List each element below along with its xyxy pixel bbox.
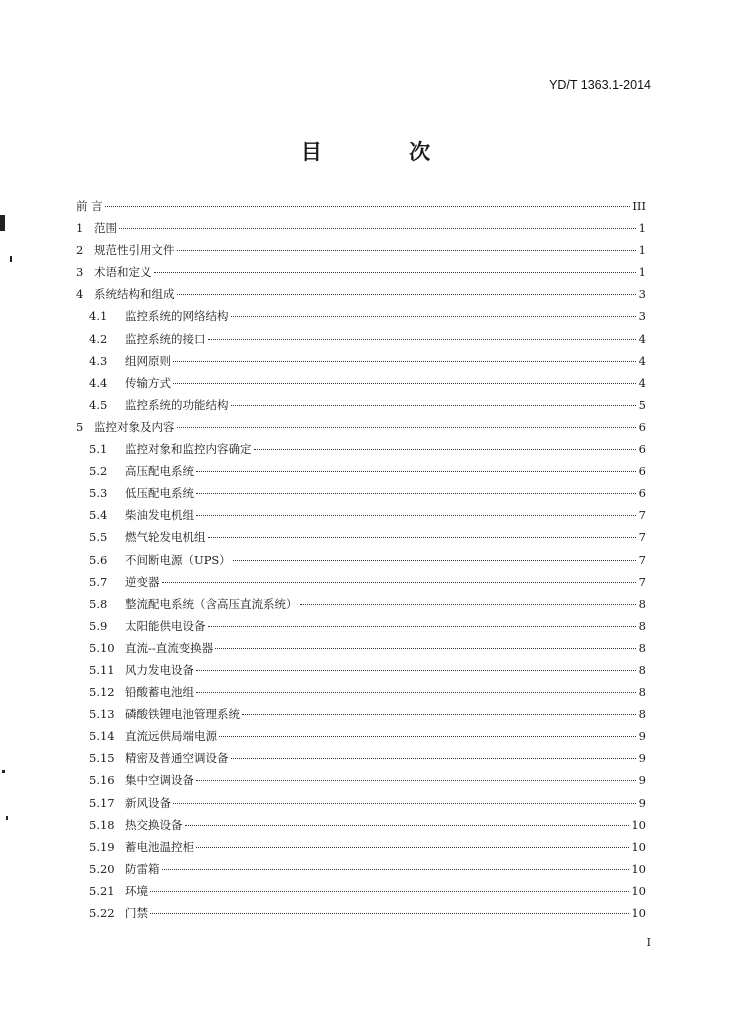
toc-entry-label: 燃气轮发电机组 [125,530,206,545]
toc-entry-label: 环境 [125,883,148,898]
toc-entry-number: 1 [76,221,84,236]
toc-entry [76,375,646,397]
toc-leader-dots [150,913,629,914]
toc-leader-dots [196,670,636,671]
toc-entry-label: 新风设备 [125,795,171,810]
toc-entry-label: 铅酸蓄电池组 [125,685,194,700]
toc-leader-dots [242,714,636,715]
toc-entry-label: 传输方式 [125,375,171,390]
toc-entry [76,861,646,883]
toc-leader-dots [208,339,637,340]
toc-entry [76,618,646,640]
toc-entry-number: 5.10 [89,640,115,655]
toc-entry-number: 5.20 [89,861,115,876]
toc-leader-dots [231,316,637,317]
toc-leader-dots [196,493,636,494]
toc-entry-label: 规范性引用文件 [94,243,175,258]
toc-entry-page: 4 [638,375,646,390]
toc-entry-number: 5.2 [89,464,108,479]
toc-entry [76,463,646,485]
toc-leader-dots [177,250,637,251]
toc-entry-number: 5.3 [89,486,108,501]
toc-entry [76,529,646,551]
toc-entry-label: 不间断电源（UPS） [125,552,231,567]
toc-leader-dots [233,560,636,561]
toc-entry-label: 监控系统的功能结构 [125,397,229,412]
toc-entry-number: 5.14 [89,729,115,744]
toc-leader-dots [173,361,636,362]
toc-entry-page: 1 [638,221,646,236]
toc-entry-label: 监控系统的网络结构 [125,309,229,324]
toc-entry-page: 3 [638,287,646,302]
toc-leader-dots [254,449,637,450]
toc-entry [76,331,646,353]
toc-leader-dots [208,626,637,627]
toc-leader-dots [105,206,631,207]
toc-leader-dots [196,515,636,516]
toc-leader-dots [208,537,637,538]
toc-entry-label: 术语和定义 [94,265,152,280]
toc-entry-number: 5.21 [89,883,115,898]
toc-leader-dots [300,604,637,605]
toc-leader-dots [173,803,636,804]
toc-entry-page: 5 [638,397,646,412]
toc-entry-page: 9 [638,729,646,744]
toc-entry-page: 8 [638,640,646,655]
toc-entry-number: 4.3 [89,353,108,368]
toc-entry-label: 风力发电设备 [125,662,194,677]
toc-entry-page: 10 [631,817,646,832]
toc-entry-page: 6 [638,486,646,501]
toc-entry [76,905,646,927]
toc-entry-page: 7 [638,530,646,545]
toc-entry-number: 4 [76,287,84,302]
toc-entry-label: 高压配电系统 [125,464,194,479]
toc-entry-page: 8 [638,685,646,700]
toc-entry [76,419,646,441]
toc-entry-number: 5.12 [89,685,115,700]
toc-entry-label: 柴油发电机组 [125,508,194,523]
toc-entry-number: 5.7 [89,574,108,589]
toc-entry-label: 磷酸铁锂电池管理系统 [125,707,240,722]
toc-entry-label: 前 言 [76,199,103,213]
toc-entry-page: 6 [638,442,646,457]
toc-leader-dots [231,405,637,406]
toc-leader-dots [196,780,636,781]
toc-entry [76,728,646,750]
toc-entry-label: 逆变器 [125,574,160,589]
toc-entry-number: 3 [76,265,84,280]
toc-entry [76,772,646,794]
toc-entry-label: 系统结构和组成 [94,287,175,302]
toc-entry-label: 精密及普通空调设备 [125,751,229,766]
page-title: 目 次 [300,140,471,164]
toc-entry [76,286,646,308]
toc-entry-page: 7 [638,574,646,589]
toc-entry-label: 直流远供局端电源 [125,729,217,744]
toc-entry-page: 9 [638,773,646,788]
toc-leader-dots [196,471,636,472]
toc-entry-number: 5.15 [89,751,115,766]
toc-entry-page: 6 [638,464,646,479]
toc-entry [76,574,646,596]
toc-entry [76,750,646,772]
toc-entry [76,706,646,728]
toc-entry-page: 1 [638,265,646,280]
toc-entry-label: 监控对象和监控内容确定 [125,442,252,457]
standard-code: YD/T 1363.1-2014 [549,78,651,92]
toc-entry [76,220,646,242]
toc-entry [76,684,646,706]
toc-entry-number: 5.6 [89,552,108,567]
toc-entry-number: 5.22 [89,906,115,920]
toc-entry-number: 5.13 [89,707,115,722]
toc-entry-label: 范围 [94,221,117,236]
toc-entry [76,198,646,220]
toc-entry [76,795,646,817]
toc-entry-number: 5.17 [89,795,115,810]
toc-entry-page: 9 [638,751,646,766]
toc-entry-label: 低压配电系统 [125,486,194,501]
toc-entry-number: 4.2 [89,331,108,346]
toc-entry [76,308,646,330]
toc-leader-dots [119,228,636,229]
toc-entry-number: 4.1 [89,309,108,324]
toc-leader-dots [196,847,629,848]
toc-entry-page: 1 [638,243,646,258]
toc-entry-page: III [632,199,646,213]
toc-entry-number: 5 [76,419,84,434]
toc-entry-label: 热交换设备 [125,817,183,832]
toc-entry [76,817,646,839]
toc-entry-number: 5.5 [89,530,108,545]
toc-entry-label: 太阳能供电设备 [125,618,206,633]
toc-entry-page: 6 [638,419,646,434]
toc-entry-page: 8 [638,707,646,722]
toc-leader-dots [154,272,637,273]
toc-entry-number: 5.18 [89,817,115,832]
toc-entry-number: 5.9 [89,618,108,633]
toc-entry-page: 9 [638,795,646,810]
toc-entry-number: 4.4 [89,375,108,390]
toc-entry-page: 8 [638,662,646,677]
toc-entry-number: 5.8 [89,596,108,611]
toc-leader-dots [162,582,637,583]
toc-leader-dots [215,648,636,649]
toc-entry [76,264,646,286]
scan-artifact [0,215,5,231]
toc-leader-dots [162,869,630,870]
toc-entry [76,839,646,861]
toc-entry-label: 整流配电系统（含高压直流系统） [125,596,298,611]
toc-entry-number: 5.11 [89,662,115,677]
toc-entry-label: 监控系统的接口 [125,331,206,346]
toc-entry [76,640,646,662]
toc-leader-dots [196,692,636,693]
scan-artifact [10,256,12,262]
toc-entry-number: 5.19 [89,839,115,854]
toc-entry-label: 蓄电池温控柜 [125,839,194,854]
toc-entry-label: 直流--直流变换器 [125,640,214,655]
toc-entry-page: 7 [638,508,646,523]
toc-entry-page: 4 [638,331,646,346]
toc-entry [76,552,646,574]
toc-entry [76,662,646,684]
toc-entry-label: 组网原则 [125,353,171,368]
toc-entry-page: 3 [638,309,646,324]
toc-entry-page: 10 [631,861,646,876]
toc-entry-page: 8 [638,596,646,611]
toc-entry-number: 5.16 [89,773,115,788]
toc-leader-dots [219,736,636,737]
toc-entry [76,397,646,419]
toc-leader-dots [173,383,636,384]
toc-entry-number: 4.5 [89,397,108,412]
toc-entry [76,242,646,264]
toc-entry-number: 5.4 [89,508,108,523]
toc-entry-page: 10 [631,906,646,920]
toc-entry-page: 8 [638,618,646,633]
toc-leader-dots [150,891,629,892]
scan-artifact [6,816,8,820]
toc-entry-label: 集中空调设备 [125,773,194,788]
toc-entry-page: 4 [638,353,646,368]
toc-entry-label: 门禁 [125,906,148,920]
toc-entry-page: 7 [638,552,646,567]
toc-entry [76,507,646,529]
toc-entry-number: 5.1 [89,442,108,457]
scan-artifact [2,770,5,773]
page-number: I [646,936,651,949]
toc-entry-label: 监控对象及内容 [94,419,175,434]
toc-entry [76,485,646,507]
toc-entry [76,883,646,905]
toc-entry-label: 防雷箱 [125,861,160,876]
toc-entry-page: 10 [631,839,646,854]
toc-leader-dots [177,427,637,428]
toc-entry-page: 10 [631,883,646,898]
table-of-contents [76,198,646,927]
toc-entry [76,441,646,463]
toc-entry-number: 2 [76,243,84,258]
toc-leader-dots [177,294,637,295]
toc-entry [76,353,646,375]
toc-entry [76,596,646,618]
toc-leader-dots [185,825,630,826]
toc-leader-dots [231,758,637,759]
